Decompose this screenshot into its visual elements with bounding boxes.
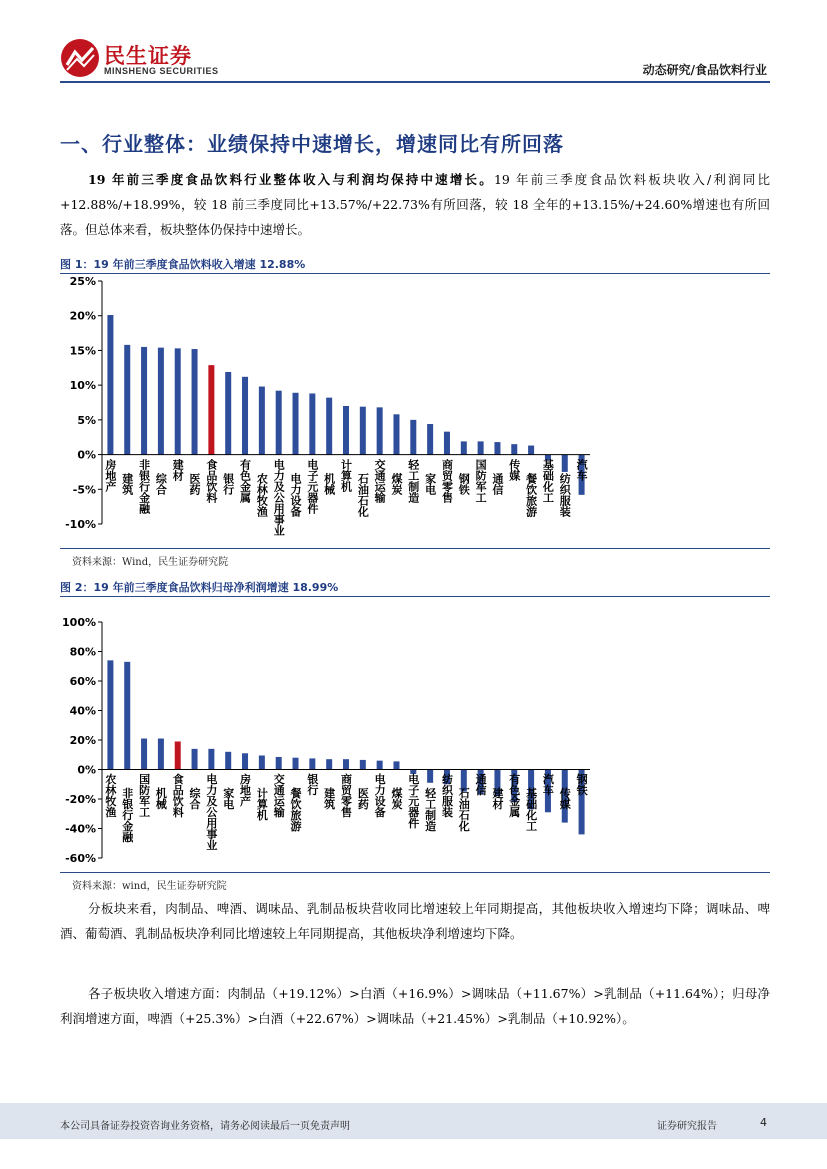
category-label: 钢铁 xyxy=(575,773,589,796)
bar-房地产 xyxy=(242,753,248,769)
logo-chinese-name: 民生证券 xyxy=(104,44,192,68)
bar-电力设备 xyxy=(377,761,383,770)
category-label: 农林牧渔 xyxy=(255,472,269,517)
category-label: 纺织服装 xyxy=(558,472,572,517)
logo-english-name: MINSHENG SECURITIES xyxy=(104,66,219,76)
category-label: 机械 xyxy=(322,472,336,495)
minsheng-logo-icon xyxy=(60,38,100,78)
category-label: 农林牧渔 xyxy=(103,773,117,818)
category-label: 纺织服装 xyxy=(440,773,454,818)
category-label: 银行 xyxy=(221,472,235,495)
y-tick-label: 0% xyxy=(77,448,96,462)
category-label: 建材 xyxy=(171,458,185,481)
category-label: 综合 xyxy=(154,472,168,495)
category-label: 电力设备 xyxy=(373,773,387,818)
category-label: 综合 xyxy=(188,787,202,810)
category-label: 非银行金融 xyxy=(137,458,151,514)
category-label: 国防军工 xyxy=(137,773,151,818)
bar-农林牧渔 xyxy=(107,660,113,769)
intro-paragraph xyxy=(60,167,770,242)
bar-电力及公用事业 xyxy=(276,391,282,455)
category-label: 计算机 xyxy=(255,787,269,821)
bar-建筑 xyxy=(326,759,332,769)
category-label: 电子元器件 xyxy=(305,458,319,514)
y-tick-label: -40% xyxy=(65,822,96,836)
y-tick-label: -20% xyxy=(65,793,96,806)
figure-1-source: 资料来源：Wind，民生证券研究院 xyxy=(72,557,229,568)
category-label: 电力设备 xyxy=(289,472,303,517)
category-label: 食品饮料 xyxy=(204,458,218,503)
report-category: 动态研究/食品饮料行业 xyxy=(642,63,767,77)
category-label: 基础化工 xyxy=(541,458,555,503)
bar-纺织服装 xyxy=(562,455,568,472)
bar-餐饮旅游 xyxy=(293,758,299,770)
category-label: 电力及公用事业 xyxy=(272,458,286,536)
bar-食品饮料 xyxy=(208,365,214,454)
bar-交通运输 xyxy=(276,757,282,770)
figure-2-title: 图 2：19 年前三季度食品饮料归母净利润增速 18.99% xyxy=(60,581,339,594)
bar-石油石化 xyxy=(360,407,366,455)
intro-paragraph-bold: 19 年前三季度食品饮料行业整体收入与利润均保持中速增长。 xyxy=(88,172,494,187)
bar-计算机 xyxy=(259,755,265,769)
y-tick-label: 20% xyxy=(69,734,96,747)
category-label: 电力及公用事业 xyxy=(204,773,218,851)
bar-商贸零售 xyxy=(444,432,450,455)
category-label: 建筑 xyxy=(120,472,134,495)
y-tick-label: 25% xyxy=(69,275,96,288)
figure-1-title: 图 1：19 年前三季度食品饮料收入增速 12.88% xyxy=(60,258,306,271)
bar-家电 xyxy=(225,752,231,770)
y-tick-label: -60% xyxy=(65,852,96,865)
category-label: 商贸零售 xyxy=(339,773,353,818)
bar-电力设备 xyxy=(293,393,299,455)
bar-非银行金融 xyxy=(141,347,147,455)
y-tick-label: -5% xyxy=(72,483,96,497)
bar-综合 xyxy=(192,749,198,770)
bar-医药 xyxy=(192,349,198,455)
category-label: 基础化工 xyxy=(524,787,538,832)
bar-计算机 xyxy=(343,406,349,455)
category-label: 煤炭 xyxy=(389,787,403,810)
segment-paragraph: 分板块来看，肉制品、啤酒、调味品、乳制品板块营收同比增速较上年同期提高，其他板块收入增速均下降；调味品、啤酒、葡萄酒、乳制品板块净利同比增速较上年同期提高，其他板块净利增速均下降。 xyxy=(60,901,770,941)
footer-disclaimer: 本公司具备证券投资咨询业务资格，请务必阅读最后一页免责声明 xyxy=(60,1121,350,1132)
y-tick-label: 80% xyxy=(69,645,96,659)
category-label: 家电 xyxy=(221,787,235,810)
bar-非银行金融 xyxy=(124,662,130,770)
category-label: 通信 xyxy=(490,472,504,495)
category-label: 餐饮旅游 xyxy=(524,472,538,517)
subsector-paragraph: 各子板块收入增速方面：肉制品（+19.12%）>白酒（+16.9%）>调味品（+11.67%）>乳制品（+11.64%）；归母净利润增速方面，啤酒（+25.3%）>白酒（+22.67%）>调味品（+21.45%）>乳制品（+10.92%）。 xyxy=(60,986,770,1026)
bar-交通运输 xyxy=(377,407,383,454)
y-tick-label: 5% xyxy=(77,413,96,427)
bar-轻工制造 xyxy=(427,770,433,783)
bar-农林牧渔 xyxy=(259,387,265,455)
revenue-growth-chart xyxy=(60,274,770,546)
category-label: 食品饮料 xyxy=(171,773,185,818)
category-label: 医药 xyxy=(188,472,202,495)
category-label: 交通运输 xyxy=(272,773,286,818)
category-label: 有色金属 xyxy=(238,458,252,503)
category-label: 汽车 xyxy=(575,458,589,481)
y-tick-label: 100% xyxy=(62,616,96,629)
figure-2-bottom-rule xyxy=(60,872,770,873)
bar-国防军工 xyxy=(141,739,147,770)
figure-1-bottom-rule xyxy=(60,548,770,549)
category-label: 汽车 xyxy=(541,773,555,796)
net-profit-growth-chart xyxy=(60,608,770,870)
figure-2-top-rule xyxy=(60,596,770,597)
category-label: 国防军工 xyxy=(474,458,488,503)
bar-商贸零售 xyxy=(343,759,349,769)
category-label: 建材 xyxy=(490,787,504,810)
category-label: 煤炭 xyxy=(389,472,403,495)
y-tick-label: 60% xyxy=(69,675,96,688)
category-label: 有色金属 xyxy=(507,773,521,818)
bar-煤炭 xyxy=(393,761,399,769)
bar-电子元器件 xyxy=(309,393,315,454)
category-label: 计算机 xyxy=(339,458,353,492)
y-tick-label: 10% xyxy=(69,379,96,393)
category-label: 传媒 xyxy=(558,787,572,810)
category-label: 钢铁 xyxy=(457,472,471,495)
category-label: 交通运输 xyxy=(373,458,387,503)
bar-国防军工 xyxy=(478,441,484,454)
category-label: 轻工制造 xyxy=(423,787,437,832)
category-label: 电子元器件 xyxy=(406,773,420,829)
y-tick-label: 15% xyxy=(69,344,96,358)
category-label: 石油石化 xyxy=(356,472,370,517)
category-label: 房地产 xyxy=(238,773,252,807)
figure-2-source: 资料来源：wind，民生证券研究院 xyxy=(72,881,227,892)
bar-食品饮料 xyxy=(175,741,181,769)
bar-机械 xyxy=(158,739,164,770)
y-tick-label: -10% xyxy=(65,518,96,531)
y-tick-label: 40% xyxy=(69,704,96,718)
category-label: 石油石化 xyxy=(457,787,471,832)
bar-银行 xyxy=(225,372,231,455)
intro-paragraph-text: 19 年前三季度食品饮料板块收入/利润同比+12.88%/+18.99%，较 18 前三季度同比+13.57%/+22.73%有所回落，较 18 全年的+13.15%/+24.60%增速也有所回落。但总体来看，板块整体仍保持中速增长。 xyxy=(60,172,771,237)
bar-医药 xyxy=(360,760,366,770)
y-tick-label: 0% xyxy=(77,763,96,777)
header-rule xyxy=(60,81,770,83)
category-label: 通信 xyxy=(474,773,488,796)
category-label: 家电 xyxy=(423,472,437,495)
bar-银行 xyxy=(309,758,315,769)
bar-传媒 xyxy=(511,444,517,454)
bar-家电 xyxy=(427,424,433,455)
category-label: 商贸零售 xyxy=(440,458,454,503)
bar-餐饮旅游 xyxy=(528,446,534,455)
category-label: 非银行金融 xyxy=(120,787,134,843)
bar-综合 xyxy=(158,348,164,455)
bar-煤炭 xyxy=(393,414,399,454)
bar-轻工制造 xyxy=(410,420,416,455)
bar-通信 xyxy=(494,442,500,454)
category-label: 银行 xyxy=(305,773,319,796)
y-tick-label: 20% xyxy=(69,309,96,323)
category-label: 传媒 xyxy=(507,458,521,481)
section-title: 一、行业整体：业绩保持中速增长，增速同比有所回落 xyxy=(60,132,564,156)
page-number: 4 xyxy=(760,1116,767,1129)
bar-钢铁 xyxy=(461,441,467,454)
bar-电力及公用事业 xyxy=(208,749,214,770)
category-label: 餐饮旅游 xyxy=(289,787,303,832)
category-label: 轻工制造 xyxy=(406,458,420,503)
bar-房地产 xyxy=(107,315,113,455)
category-label: 房地产 xyxy=(103,458,117,492)
bar-建筑 xyxy=(124,345,130,455)
bar-有色金属 xyxy=(242,377,248,455)
category-label: 机械 xyxy=(154,787,168,810)
category-label: 医药 xyxy=(356,787,370,810)
category-label: 建筑 xyxy=(322,787,336,810)
footer-report-type: 证券研究报告 xyxy=(657,1121,717,1132)
bar-机械 xyxy=(326,398,332,455)
bar-建材 xyxy=(175,348,181,454)
